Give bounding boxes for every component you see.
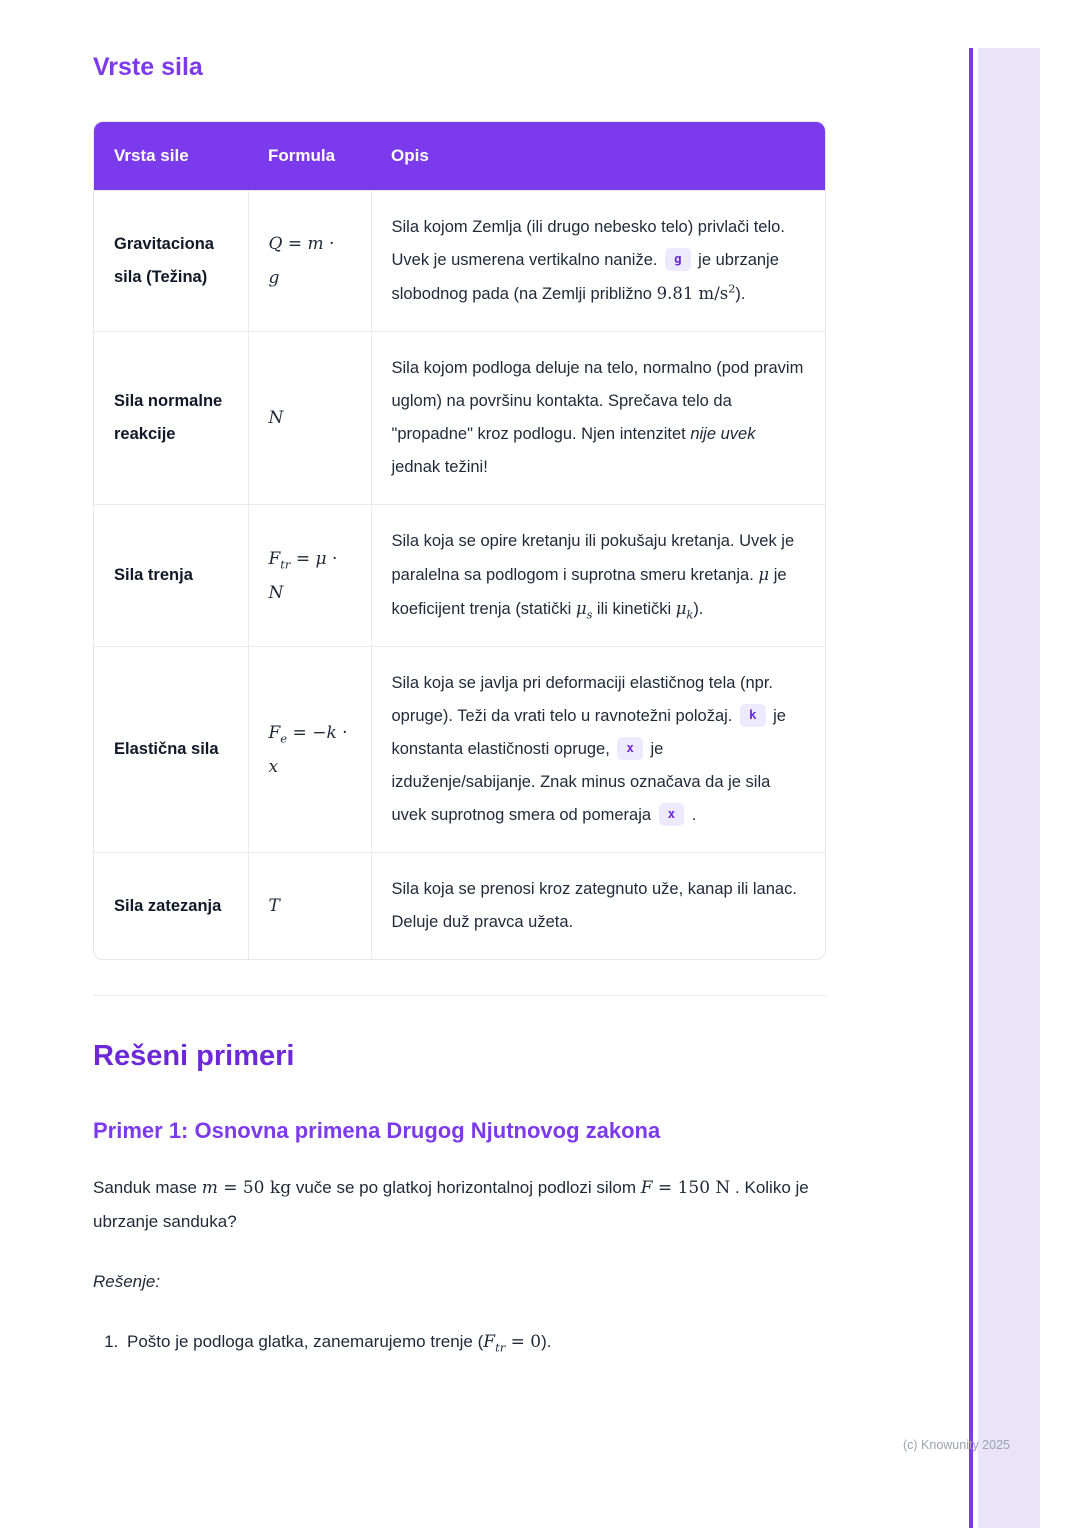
math-expression: = 150 N <box>652 1178 731 1199</box>
document-content <box>93 0 826 1359</box>
section-divider <box>93 995 826 996</box>
force-description-cell: Sila kojom podloga deluje na telo, normalno (pod pravim uglom) na površinu kontakta. Sprečava telo da "propadne" kroz podlogu. Njen intenzitet nije uvek jednak težini! <box>371 332 825 505</box>
math-expression: x <box>268 756 279 777</box>
math-expression: m <box>201 1178 218 1199</box>
math-expression: μ <box>315 548 327 569</box>
math-expression: T <box>268 896 280 917</box>
col-header-vrsta-sile: Vrsta sile <box>94 122 248 191</box>
math-expression: = <box>290 548 316 569</box>
table-row <box>94 853 825 960</box>
table-header-row <box>94 122 825 191</box>
force-name-cell: Sila zatezanja <box>94 853 248 960</box>
math-expression: 9.81 $m/s^2$ <box>656 282 736 304</box>
force-formula-cell <box>248 505 371 647</box>
forces-table-body <box>94 191 825 960</box>
forces-table-grid <box>94 122 825 959</box>
page-edge-accent-line <box>969 48 973 1528</box>
inline-code-chip: k <box>740 704 766 727</box>
force-formula-cell <box>248 647 371 853</box>
math-expression: μ <box>758 565 770 585</box>
inline-code-chip: g <box>665 248 691 271</box>
page-title: Vrste sila <box>93 53 203 81</box>
math-expression: = 50 kg <box>217 1178 292 1199</box>
force-description-cell: Sila koja se prenosi kroz zategnuto uže, kanap ili lanac. Deluje duž pravca užeta. <box>371 853 825 960</box>
math-expression: F <box>640 1178 653 1199</box>
copyright-footer: (c) Knowunity 2025 <box>902 1438 1010 1452</box>
math-expression: N <box>268 582 284 603</box>
force-description-cell: Sila koja se opire kretanju ili pokušaju kretanja. Uvek je paralelna sa podlogom i suprotna smeru kretanja. μ je koeficijent trenja (statički $\mu_s$ ili kinetički $\mu_k$). <box>371 505 825 647</box>
col-header-formula: Formula <box>248 122 371 191</box>
col-header-opis: Opis <box>371 122 825 191</box>
math-expression: = <box>282 234 308 255</box>
force-name-cell: Sila trenja <box>94 505 248 647</box>
force-name-cell: Sila normalne reakcije <box>94 332 248 505</box>
page-edge-panel <box>978 48 1040 1528</box>
solution-label: Rešenje: <box>93 1272 161 1292</box>
math-expression: − <box>312 722 327 743</box>
math-expression: · <box>323 234 335 255</box>
force-formula-cell <box>248 332 371 505</box>
table-row <box>94 332 825 505</box>
force-name-cell: Gravitaciona sila (Težina) <box>94 191 248 332</box>
math-expression: m <box>307 234 324 255</box>
math-expression: · <box>326 548 338 569</box>
math-expression: · <box>336 722 348 743</box>
solution-steps <box>93 1326 826 1358</box>
math-expression: = 0 <box>505 1332 542 1353</box>
math-expression: $F_{tr}$ <box>483 1332 506 1355</box>
table-row <box>94 191 825 332</box>
inline-code-chip: x <box>659 803 685 826</box>
force-description-cell: Sila koja se javlja pri deformaciji elastičnog tela (npr. opruge). Teži da vrati telo u ravnotežni položaj. k je konstanta elastičnosti opruge, x je izduženje/sabijanje. Znak minus označava da je sila uvek suprotnog smera od pomeraja x . <box>371 647 825 853</box>
math-expression: = <box>287 722 313 743</box>
example1-problem-text: Sanduk mase m = 50 kg vuče se po glatkoj horizontalnoj podlozi silom F = 150 N . Koliko je ubrzanje sanduka? <box>93 1178 809 1232</box>
force-name-cell: Elastična sila <box>94 647 248 853</box>
math-expression: $\mu_s$ <box>575 599 593 622</box>
math-expression: $F_e$ <box>268 722 288 746</box>
math-expression: Q <box>268 234 283 255</box>
force-formula-cell <box>248 191 371 332</box>
solved-examples-heading: Rešeni primeri <box>93 1040 295 1073</box>
force-description-cell: Sila kojom Zemlja (ili drugo nebesko telo) privlači telo. Uvek je usmerena vertikalno naniže. g je ubrzanje slobodnog pada (na Zemlji približno 9.81 $m/s^2$). <box>371 191 825 332</box>
solution-step-1: 1. Pošto je podloga glatka, zanemarujemo trenje $(F_{tr} = 0)$. <box>123 1326 826 1358</box>
inline-code-chip: x <box>617 737 643 760</box>
math-expression: N <box>268 408 284 429</box>
table-row <box>94 647 825 853</box>
math-expression: k <box>326 722 337 743</box>
math-expression: $\mu_k$ <box>675 599 694 622</box>
force-formula-cell <box>248 853 371 960</box>
italic-text: nije uvek <box>690 425 756 444</box>
forces-table <box>93 121 826 960</box>
math-expression: $F_{tr}$ <box>268 548 291 572</box>
math-expression: g <box>268 268 280 289</box>
table-row <box>94 505 825 647</box>
example1-heading: Primer 1: Osnovna primena Drugog Njutnovog zakona <box>93 1117 661 1143</box>
